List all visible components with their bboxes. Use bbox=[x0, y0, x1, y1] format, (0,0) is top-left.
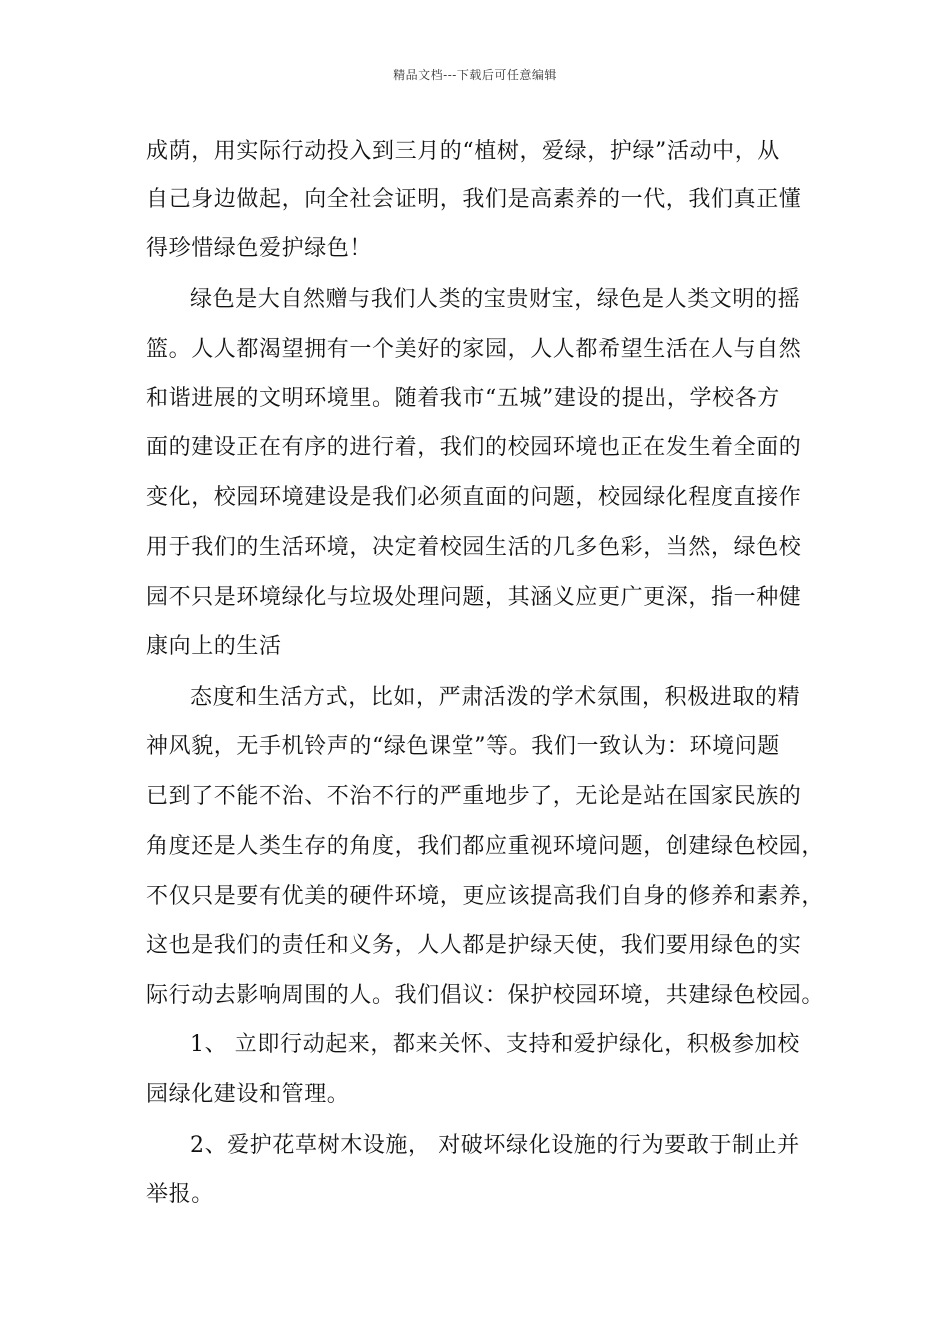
text-line: 篮。人人都渴望拥有一个美好的家园，人人都希望生活在人与自然 bbox=[146, 337, 802, 362]
text-line: 举报。 bbox=[146, 1182, 214, 1207]
paragraph-start-line: 绿色是大自然赠与我们人类的宝贵财宝，绿色是人类文明的摇 bbox=[190, 287, 801, 312]
text-line: 这也是我们的责任和义务，人人都是护绿天使，我们要用绿色的实 bbox=[146, 933, 802, 958]
text-line: 和谐进展的文明环境里。随着我市“五城”建设的提出，学校各方 bbox=[146, 386, 780, 411]
text-line: 角度还是人类生存的角度，我们都应重视环境问题，创建绿色校园， bbox=[146, 834, 825, 859]
text-line: 不仅只是要有优美的硬件环境，更应该提高我们自身的修养和素养， bbox=[146, 884, 825, 909]
text-line: 际行动去影响周围的人。我们倡议：保护校园环境，共建绿色校园。 bbox=[146, 983, 825, 1008]
text-line: 变化，校园环境建设是我们必须直面的问题，校园绿化程度直接作 bbox=[146, 485, 802, 510]
page-header: 精品文档---下载后可任意编辑 bbox=[393, 68, 557, 82]
list-item-1-line: 1、 立即行动起来，都来关怀、支持和爱护绿化，积极参加校 bbox=[190, 1032, 800, 1057]
text-line: 面的建设正在有序的进行着，我们的校园环境也正在发生着全面的 bbox=[146, 435, 802, 460]
text-line: 成荫，用实际行动投入到三月的“植树，爱绿，护绿”活动中，从 bbox=[146, 139, 780, 164]
list-item-2-line: 2、爱护花草树木设施， 对破坏绿化设施的行为要敢于制止并 bbox=[190, 1133, 800, 1158]
text-line: 园不只是环境绿化与垃圾处理问题，其涵义应更广更深，指一种健 bbox=[146, 585, 802, 610]
text-line: 自己身边做起，向全社会证明，我们是高素养的一代，我们真正懂 bbox=[146, 187, 802, 212]
text-line: 用于我们的生活环境，决定着校园生活的几多色彩，当然，绿色校 bbox=[146, 535, 802, 560]
text-line: 已到了不能不治、不治不行的严重地步了，无论是站在国家民族的 bbox=[146, 784, 802, 809]
paragraph-start-line: 态度和生活方式，比如，严肃活泼的学术氛围，积极进取的精 bbox=[190, 685, 801, 710]
text-line: 园绿化建设和管理。 bbox=[146, 1082, 350, 1107]
text-line: 康向上的生活 bbox=[146, 634, 282, 659]
text-line: 得珍惜绿色爱护绿色！ bbox=[146, 236, 373, 261]
text-line: 神风貌，无手机铃声的“绿色课堂”等。我们一致认为：环境问题 bbox=[146, 734, 780, 759]
